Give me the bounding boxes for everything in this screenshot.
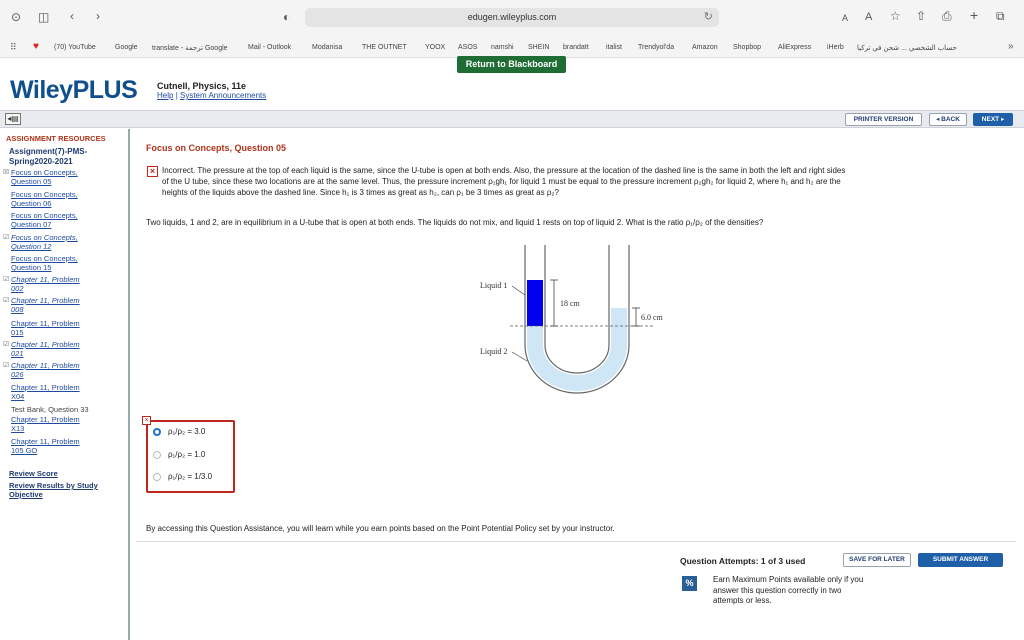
question-toolbar [0, 110, 1024, 128]
help-links [157, 91, 266, 100]
sidebar-item-line1: Focus on Concepts, [11, 233, 78, 242]
earn-points-note [713, 575, 903, 607]
bookmark-google[interactable]: Google [115, 44, 138, 51]
heart-icon[interactable]: ♥ [33, 41, 39, 52]
sidebar-item-line1: Chapter 11, Problem [11, 383, 80, 392]
sidebar-item[interactable] [11, 190, 123, 208]
sidebar-item-line2: Question 06 [11, 199, 52, 208]
submit-answer-button[interactable]: SUBMIT ANSWER [918, 553, 1003, 567]
sidebar-heading: ASSIGNMENT RESOURCES [6, 134, 106, 143]
bookmark-trendyol[interactable]: Trendyol'da [638, 44, 675, 51]
sidebar-item-line2: Question 05 [11, 177, 52, 186]
question-text: Two liquids, 1 and 2, are in equilibrium in a U-tube that is open at both ends. The liquids do not mix, and liquid 1 rests on top of liquid 2. What is the ratio ρ₁/ρ₂ of the densities? [146, 218, 764, 227]
sidebar-item[interactable] [11, 211, 123, 229]
save-for-later-button[interactable]: SAVE FOR LATER [843, 553, 911, 567]
bookmark-brandatt[interactable]: brandatt [563, 44, 589, 51]
assignment-name-line2: Spring2020-2021 [9, 157, 73, 166]
assignment-name-line1: Assignment(7)-PMS- [9, 147, 88, 156]
address-bar[interactable] [305, 8, 719, 27]
completed-check-icon: ☑ [3, 341, 10, 348]
completed-check-icon: ☑ [3, 297, 10, 304]
attempts-counter: Question Attempts: 1 of 3 used [680, 556, 806, 566]
system-announcements-link[interactable]: System Announcements [180, 91, 267, 100]
shield-icon[interactable]: ◐ [283, 10, 291, 24]
share-icon[interactable]: ⇧ [916, 9, 927, 23]
sidebar-item-line2: 002 [11, 284, 24, 293]
sidebar-item[interactable] [11, 415, 123, 433]
sidebar-icon[interactable]: ◫ [38, 10, 50, 24]
sidebar-item-line2: Question 07 [11, 220, 52, 229]
url-text: edugen.wileyplus.com [467, 12, 557, 22]
back-button[interactable]: ◂ BACK [929, 113, 967, 126]
earn-line3: attempts or less. [713, 596, 772, 605]
grid-icon[interactable]: ⠿ [10, 42, 17, 52]
sidebar-item-line1: Chapter 11, Problem [11, 340, 80, 349]
sidebar-item-line1: Chapter 11, Problem [11, 415, 80, 424]
bookmark-shopbop[interactable]: Shopbop [733, 44, 762, 51]
completed-check-icon: ☑ [3, 276, 10, 283]
sidebar-item-line2: 105 GO [11, 446, 38, 455]
radio-selected[interactable] [153, 428, 161, 436]
text-larger-button[interactable]: A [865, 11, 873, 23]
tube-inner-wall [545, 245, 609, 373]
sidebar-item-line1: Focus on Concepts, [11, 254, 78, 263]
browser-toolbar [0, 0, 1024, 36]
sidebar-item[interactable] [11, 319, 123, 337]
bookmark-yoox[interactable]: YOOX [425, 44, 446, 51]
bookmark-namshi[interactable]: namshi [491, 44, 514, 51]
liquid2-label: Liquid 2 [480, 347, 508, 356]
wrong-answer-icon: × [142, 416, 151, 425]
percent-icon: % [682, 576, 697, 591]
sidebar-item-line1: Focus on Concepts, [11, 168, 78, 177]
feedback-line3: heights of the liquids above the dashed line. Since h₁ is 3 times as great as h₂, can ρ₁ be 3 times as great as ρ₂? [162, 188, 559, 197]
bookmark-shein[interactable]: SHEIN [528, 44, 550, 51]
tabs-icon[interactable]: ⧉ [996, 9, 1005, 23]
option-label: ρ₁/ρ₂ = 1.0 [168, 450, 206, 459]
bookmark-outlook[interactable]: Mail - Outlook [248, 44, 292, 51]
option-label: ρ₁/ρ₂ = 3.0 [168, 427, 206, 436]
assignment-name [9, 147, 124, 167]
feedback-text [162, 165, 1007, 198]
wileyplus-logo: WileyPLUS [10, 76, 138, 104]
sidebar-item[interactable] [11, 254, 123, 272]
bookmark-translate[interactable]: translate - ترجمة Google [152, 45, 228, 52]
bookmark-outnet[interactable]: THE OUTNET [362, 44, 407, 51]
incorrect-icon: × [147, 166, 158, 177]
text-smaller-button[interactable]: A [842, 13, 849, 23]
new-tab-icon[interactable]: + [970, 7, 979, 23]
h1-label: 18 cm [560, 299, 580, 308]
sidebar-item[interactable] [3, 275, 123, 293]
collapse-sidebar-icon[interactable]: ◂▤ [5, 113, 21, 125]
u-tube-figure [470, 240, 670, 395]
sidebar-item[interactable] [3, 340, 123, 358]
more-bookmarks-icon[interactable]: » [1008, 41, 1014, 52]
sidebar-item[interactable] [3, 233, 123, 251]
bookmark-amazon[interactable]: Amazon [692, 44, 718, 51]
forward-icon[interactable]: › [96, 9, 100, 23]
sidebar-item-line1: Focus on Concepts, [11, 211, 78, 220]
sidebar-item-line1: Test Bank, Question 33 [11, 405, 89, 414]
print-icon[interactable]: ⎙ [942, 9, 952, 23]
sidebar-item[interactable] [11, 405, 123, 414]
option-label: ρ₁/ρ₂ = 1/3.0 [168, 472, 213, 481]
radio-unselected[interactable] [153, 473, 161, 481]
reload-icon[interactable]: ↻ [703, 11, 713, 23]
sidebar-item-line2: 021 [11, 349, 24, 358]
feedback-line1: Incorrect. The pressure at the top of each liquid is the same, since the U-tube is open at both ends. Also, the pressure at the location of the dashed line is the same in both the left and right sides [162, 166, 846, 175]
assistance-note: By accessing this Question Assistance, you will learn while you earn points based on the Point Potential Policy set by your instructor. [146, 524, 615, 533]
bookmark-modanisa[interactable]: Modanisa [312, 44, 343, 51]
review-results-line1: Review Results by Study [9, 481, 98, 490]
bookmark-asos[interactable]: ASOS [458, 44, 478, 51]
h2-label: 6.0 cm [641, 313, 663, 322]
assignment-sidebar [0, 129, 130, 640]
sidebar-item[interactable] [3, 296, 123, 314]
sidebar-item-line2: Question 15 [11, 263, 52, 272]
sidebar-item[interactable] [3, 168, 123, 186]
review-results-link[interactable] [9, 481, 98, 499]
sidebar-item-line1: Chapter 11, Problem [11, 275, 80, 284]
liquid1-fill [527, 280, 543, 326]
bookmark-arabic[interactable]: حساب الشخصي ... شحن في تركيا [857, 45, 957, 52]
completed-check-icon: ☑ [3, 234, 10, 241]
return-to-blackboard-button[interactable]: Return to Blackboard [457, 56, 566, 73]
sidebar-item-line1: Chapter 11, Problem [11, 361, 80, 370]
completed-check-icon: ☑ [3, 362, 10, 369]
sidebar-item-line1: Chapter 11, Problem [11, 319, 80, 328]
sidebar-item-line1: Chapter 11, Problem [11, 296, 80, 305]
radio-unselected[interactable] [153, 451, 161, 459]
sidebar-item-line2: Question 12 [11, 242, 52, 251]
bookmark-italist[interactable]: italist [606, 44, 622, 51]
sidebar-item-line2: X13 [11, 424, 25, 433]
feedback-line2: of the U tube, since these two locations are at the same level. Thus, the pressure increment ρ₁gh₁ for liquid 1 must be equal to the pressure increment ρ₂gh₂ for liquid 2, where h₁ and h₂ are the [162, 177, 841, 186]
earn-line1: Earn Maximum Points available only if you [713, 575, 864, 584]
liquid1-label: Liquid 1 [480, 281, 508, 290]
review-results-line2: Objective [9, 490, 43, 499]
sidebar-item-line1: Focus on Concepts, [11, 190, 78, 199]
review-score-link[interactable]: Review Score [9, 469, 58, 478]
sidebar-item-line1: Chapter 11, Problem [11, 437, 80, 446]
section-divider [136, 541, 1016, 542]
sidebar-item[interactable] [11, 437, 123, 455]
sidebar-item[interactable] [3, 361, 123, 379]
earn-line2: answer this question correctly in two [713, 585, 842, 595]
bookmark-youtube[interactable]: (70) YouTube [54, 44, 96, 51]
sidebar-item-line2: 015 [11, 328, 24, 337]
help-link[interactable]: Help [157, 91, 174, 100]
next-button[interactable]: NEXT ▸ [973, 113, 1013, 126]
question-title: Focus on Concepts, Question 05 [146, 143, 287, 153]
history-icon[interactable]: ⊙ [11, 10, 22, 24]
link-separator: | [175, 91, 178, 100]
sidebar-item[interactable] [11, 383, 123, 401]
star-icon[interactable]: ☆ [890, 9, 901, 23]
back-icon[interactable]: ‹ [70, 9, 74, 23]
sidebar-item-line2: 026 [11, 370, 24, 379]
course-title: Cutnell, Physics, 11e [157, 81, 247, 91]
bookmark-aliexpress[interactable]: AliExpress [778, 44, 812, 51]
sidebar-item-line2: X04 [11, 392, 25, 401]
bookmark-iherb[interactable]: iHerb [827, 44, 844, 51]
printer-version-button[interactable]: PRINTER VERSION [845, 113, 922, 126]
sidebar-item-line2: 008 [11, 305, 24, 314]
incorrect-check-icon: ☒ [3, 169, 10, 176]
